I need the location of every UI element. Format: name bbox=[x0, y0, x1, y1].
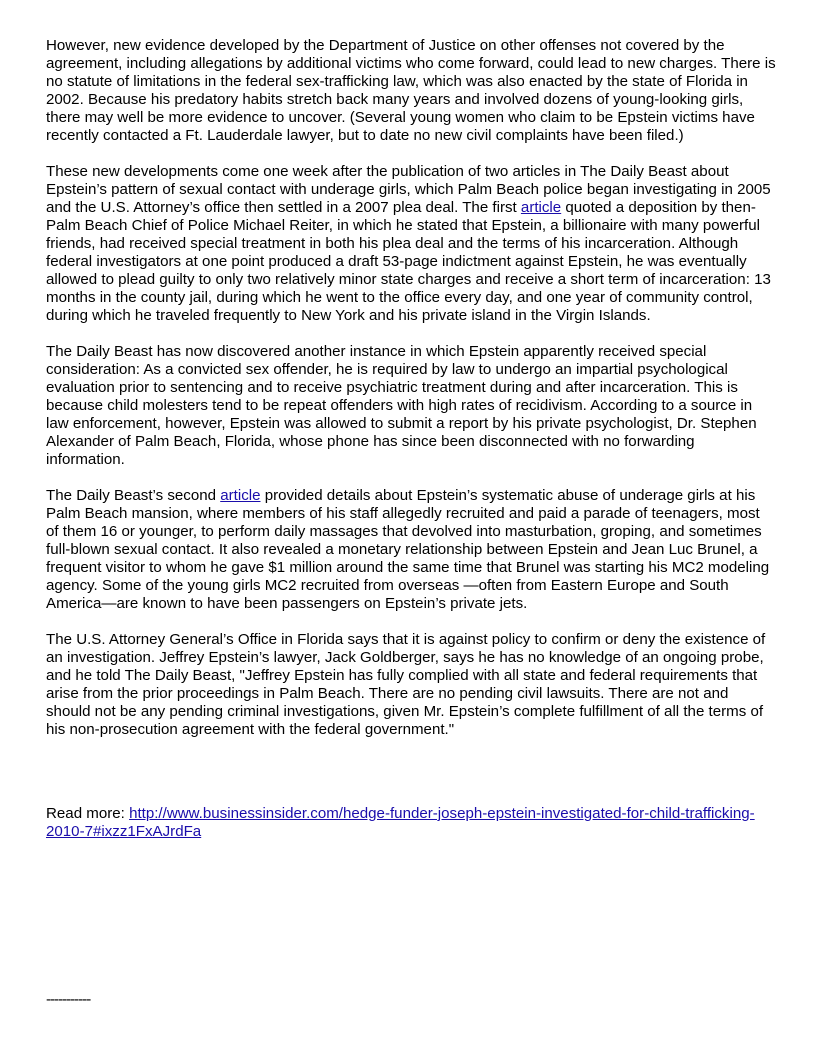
dashed-divider: ----------- bbox=[46, 991, 91, 1008]
first-article-link[interactable]: article bbox=[520, 199, 562, 216]
read-more-line bbox=[46, 805, 776, 841]
paragraph-text-before-link: These new developments come one week after the publication of two articles in The Daily Beast about Epstein’s pattern of sexual contact with underage girls, which Palm Beach police began investigating in 2005 and the U.S. Attorney’s office then settled in a 2007 plea deal. The first bbox=[46, 163, 771, 216]
blank-space bbox=[46, 757, 776, 805]
paragraph-special-consideration: The Daily Beast has now discovered another instance in which Epstein apparently received special consideration: As a convicted sex offender, he is required by law to undergo an impartial psychological evaluation prior to sentencing and to receive psychiatric treatment during and after incarceration. This is because child molesters tend to be repeat offenders with high rates of recidivism. According to a source in law enforcement, however, Epstein was allowed to submit a report by his private psychologist, Dr. Stephen Alexander of Palm Beach, Florida, whose phone has since been disconnected with no forwarding information. bbox=[46, 343, 757, 468]
second-article-link[interactable]: article bbox=[220, 487, 261, 504]
paragraph-new-evidence: However, new evidence developed by the Department of Justice on other offenses not covered by the agreement, including allegations by additional victims who come forward, could lead to new charges. There is no statute of limitations in the federal sex-trafficking law, which was also enacted by the state of Florida in 2002. Because his predatory habits stretch back many years and involved dozens of young-looking girls, there may well be more evidence to uncover. (Several young women who claim to be Epstein victims have recently contacted a Ft. Lauderdale lawyer, but to date no new civil complaints have been filed.) bbox=[46, 37, 776, 144]
paragraph-attorney-office: The U.S. Attorney General’s Office in Florida says that it is against policy to confirm or deny the existence of an investigation. Jeffrey Epstein’s lawyer, Jack Goldberger, says he has no knowledge of an ongoing probe, and he told The Daily Beast, "Jeffrey Epstein has fully complied with all state and federal requirements that arise from the prior proceedings in Palm Beach. There are no pending civil lawsuits. There are not and should not be any pending criminal investigations, given Mr. Epstein’s complete fulfillment of all the terms of his non-prosecution agreement with the federal government." bbox=[46, 631, 766, 738]
paragraph-new-developments bbox=[46, 163, 776, 325]
paragraph-text-before-link: The Daily Beast’s second bbox=[46, 487, 221, 504]
paragraph-second-article bbox=[46, 487, 776, 613]
document-body bbox=[46, 37, 776, 841]
paragraph-text-after-link: provided details about Epstein’s systematic abuse of underage girls at his Palm Beach mansion, where members of his staff allegedly recruited and paid a parade of teenagers, most of them 16 or younger, to perform daily massages that devolved into masturbation, groping, and sometimes full-blown sexual contact. It also revealed a monetary relationship between Epstein and Jean Luc Brunel, a frequent visitor to whom he gave $1 million around the same time that Brunel was starting his MC2 modeling agency. Some of the young girls MC2 recruited from overseas —often from Eastern Europe and South America—are known to have been passengers on Epstein’s private jets. bbox=[46, 487, 770, 612]
paragraph-text-after-link: quoted a deposition by then-Palm Beach Chief of Police Michael Reiter, in which he stated that Epstein, a billionaire with many powerful friends, had received special treatment in both his plea deal and the terms of his incarceration. Although federal investigators at one point produced a draft 53-page indictment against Epstein, he was eventually allowed to plead guilty to only two relatively minor state charges and receive a short term of incarceration: 13 months in the county jail, during which he went to the office every day, and one year of community control, during which he traveled frequently to New York and his private island in the Virgin Islands. bbox=[46, 199, 771, 324]
read-more-label: Read more: bbox=[46, 805, 130, 822]
read-more-url-link[interactable]: http://www.businessinsider.com/hedge-funder-joseph-epstein-investigated-for-child-trafficking-2010-7#ixzz1FxAJrdFa bbox=[46, 805, 755, 840]
